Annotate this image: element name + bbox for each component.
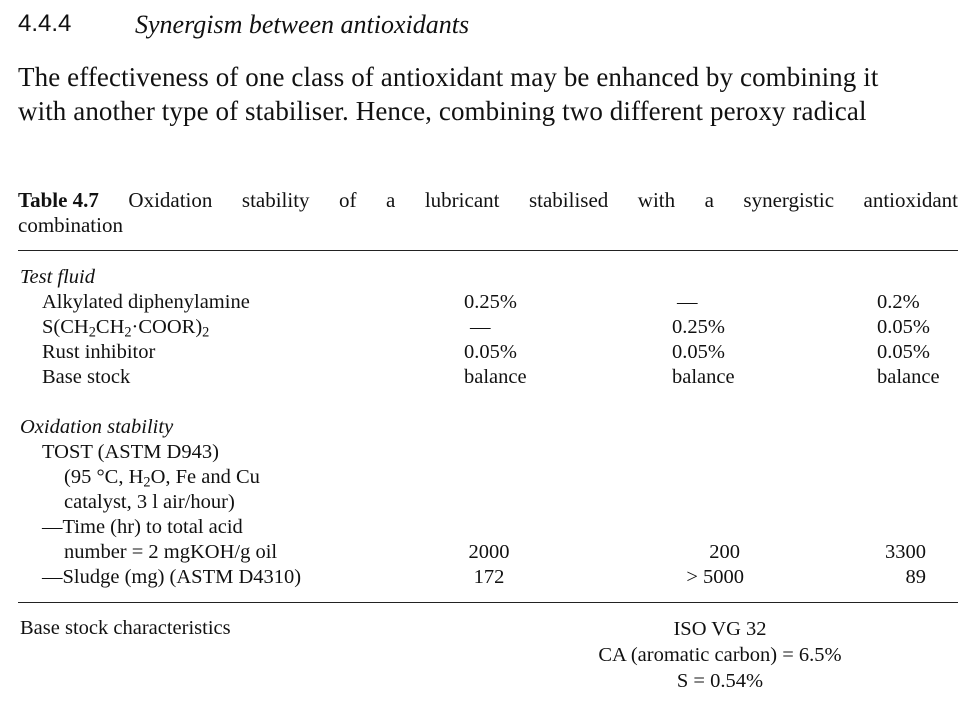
table-cell: 172: [473, 566, 505, 588]
table-row: [0, 290, 980, 315]
section-number: 4.4.4: [18, 10, 72, 37]
table-cell: 3300: [885, 541, 926, 563]
base-stock-sulfur: S = 0.54%: [676, 670, 764, 692]
caption-word: stability: [241, 188, 310, 212]
table-cell: 0.05%: [672, 341, 725, 363]
paragraph-line-1: The effectiveness of one class of antioxidant may be enhanced by combining it: [18, 62, 879, 92]
caption-word: a: [386, 188, 396, 212]
section-title: Synergism between antioxidants: [135, 10, 470, 39]
caption-word: antioxidant: [863, 188, 958, 212]
oxidation-heading: Oxidation stability: [20, 416, 174, 438]
table-top-rule: [18, 250, 958, 251]
base-stock-values: [540, 616, 900, 694]
row-label: Base stock: [42, 366, 131, 388]
time-label-line-2: number = 2 mgKOH/g oil: [64, 541, 278, 563]
tost-catalyst: catalyst, 3 l air/hour): [64, 491, 235, 513]
table-row: [0, 515, 980, 540]
table-caption-line-2: combination: [18, 213, 123, 237]
table-cell: —: [677, 291, 698, 313]
table-row: [0, 340, 980, 365]
caption-word: a: [704, 188, 714, 212]
table-cell: 0.05%: [877, 341, 930, 363]
row-label: $S(CH_2CH_2\cdot COOR)_2$: [42, 316, 210, 341]
table-cell: —: [470, 316, 491, 338]
table-cell: 0.25%: [672, 316, 725, 338]
base-stock-aromatic: CA (aromatic carbon) = 6.5%: [598, 644, 842, 666]
table-cell: > 5000: [686, 566, 744, 588]
sludge-label: —Sludge (mg) (ASTM D4310): [42, 566, 302, 588]
row-label: Alkylated diphenylamine: [42, 291, 250, 313]
tost-conditions: (95 °C, $H_2O$, Fe and Cu: [64, 466, 260, 491]
table-row: [0, 540, 980, 565]
caption-word: lubricant: [424, 188, 500, 212]
caption-word: with: [637, 188, 676, 212]
table-caption: [18, 188, 958, 213]
base-stock-grade: ISO VG 32: [673, 618, 767, 640]
test-fluid-heading: Test fluid: [20, 266, 96, 288]
base-stock-label: Base stock characteristics: [20, 617, 231, 639]
table-cell: balance: [877, 366, 940, 388]
table-cell: 89: [905, 566, 926, 588]
table-caption-label: Table 4.7: [18, 188, 99, 212]
table-row: [0, 440, 980, 465]
paragraph-line-2: with another type of stabiliser. Hence, combining two different peroxy radical: [18, 96, 867, 126]
table-cell: 0.05%: [464, 341, 517, 363]
caption-word: Oxidation: [128, 188, 213, 212]
tost-label: TOST (ASTM D943): [42, 441, 219, 463]
table-cell: 0.05%: [877, 316, 930, 338]
row-label: Rust inhibitor: [42, 341, 156, 363]
table-row: [0, 490, 980, 515]
table-row: [0, 315, 980, 340]
table-cell: balance: [464, 366, 527, 388]
table-row: [0, 465, 980, 490]
table-cell: 0.2%: [877, 291, 920, 313]
caption-word: stabilised: [528, 188, 609, 212]
table-row: [0, 565, 980, 590]
time-label-line-1: —Time (hr) to total acid: [42, 516, 243, 538]
caption-word: synergistic: [743, 188, 835, 212]
table-row: [0, 265, 980, 290]
table-cell: 2000: [468, 541, 510, 563]
table-middle-rule: [18, 602, 958, 603]
table-row: [0, 415, 980, 440]
caption-word: of: [339, 188, 357, 212]
table-cell: 200: [709, 541, 740, 563]
table-row: [0, 365, 980, 390]
table-cell: 0.25%: [464, 291, 517, 313]
table-cell: balance: [672, 366, 735, 388]
